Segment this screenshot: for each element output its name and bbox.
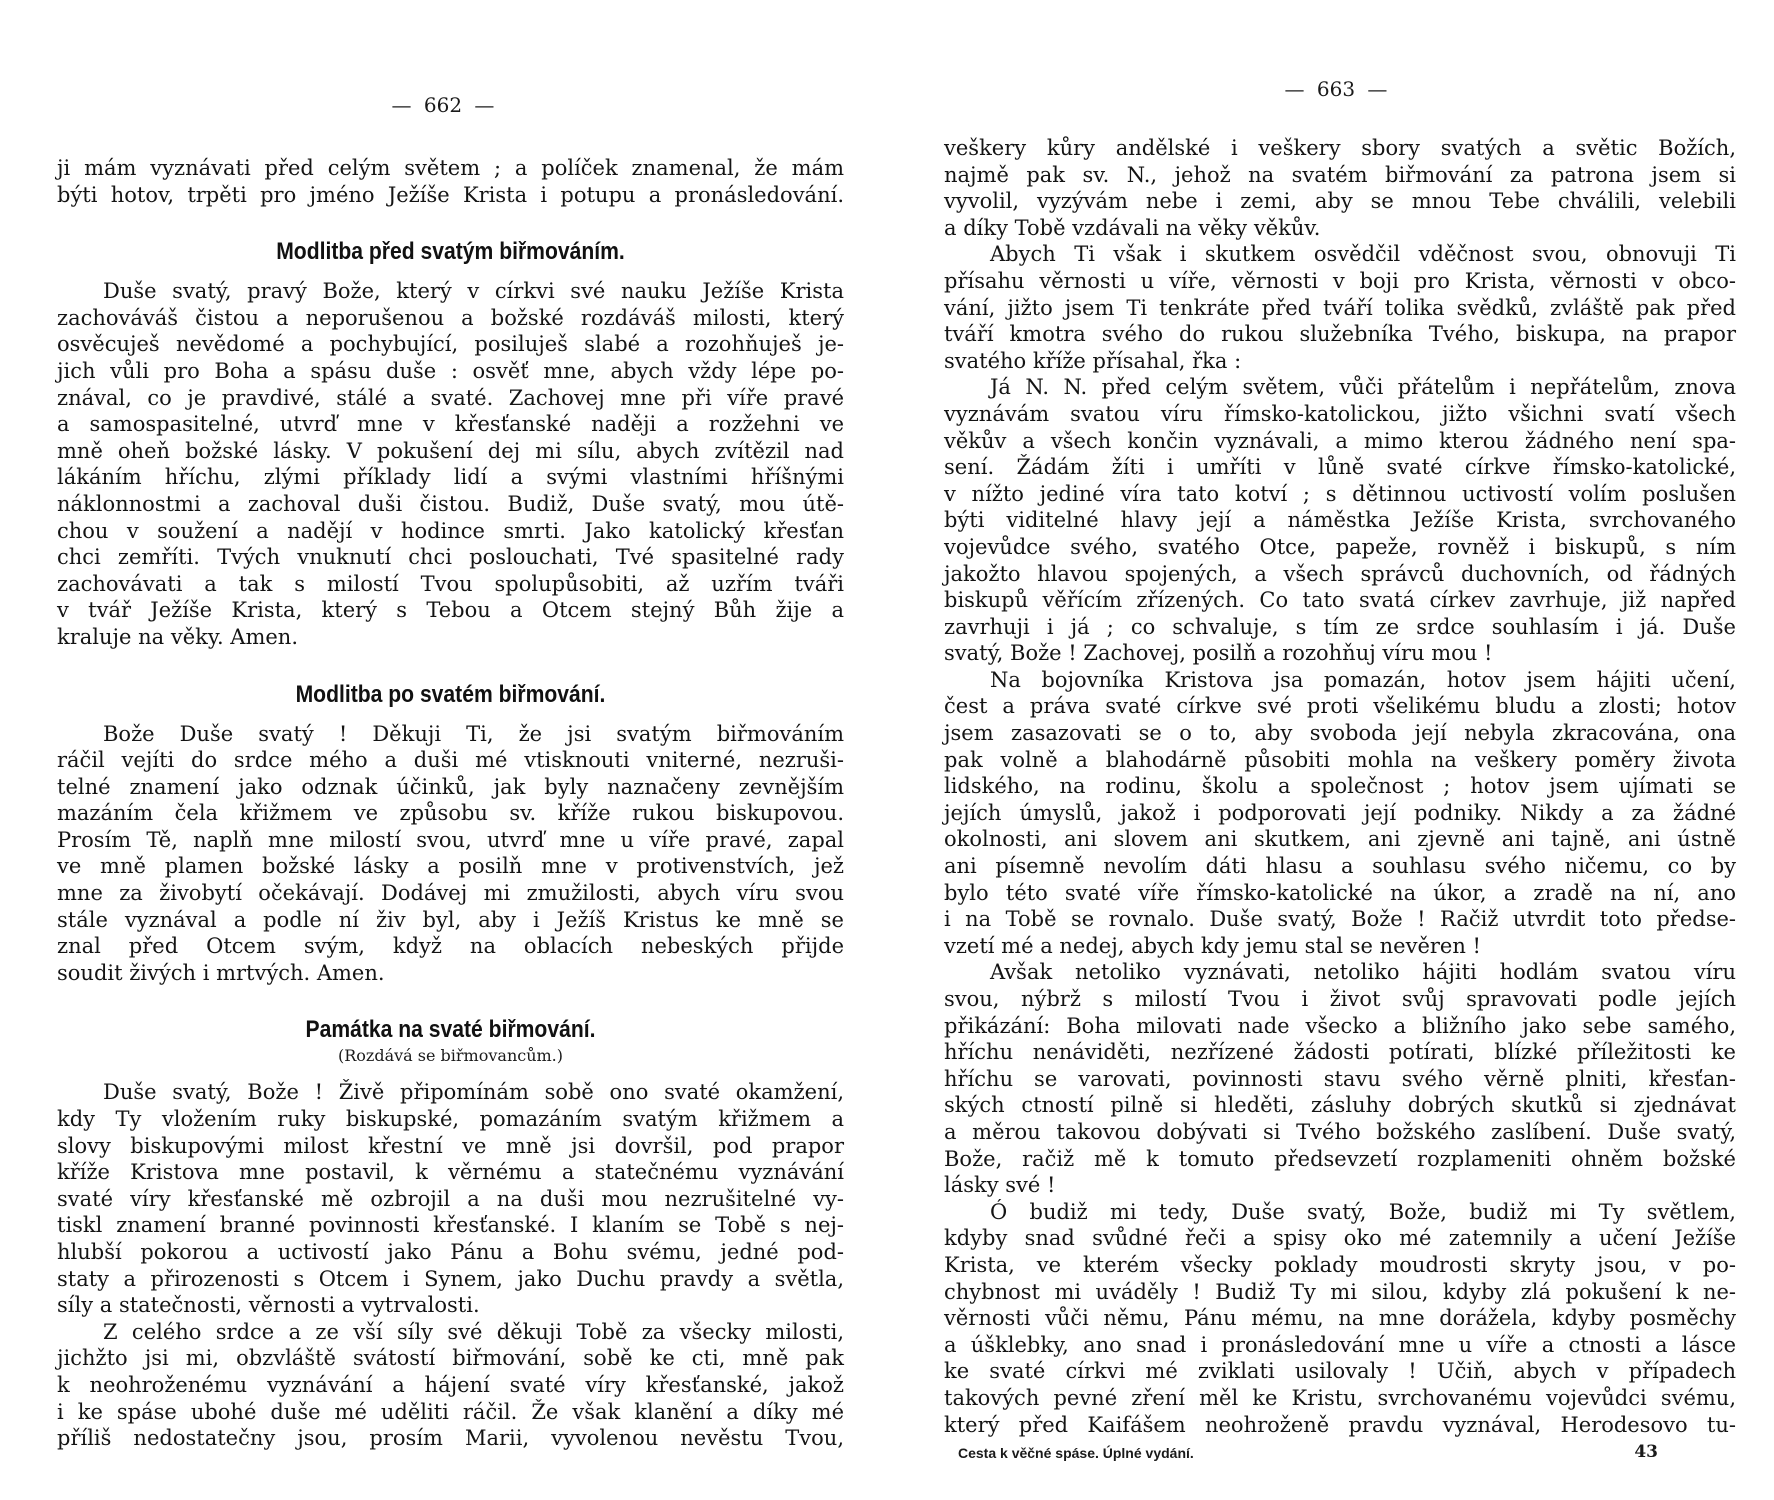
text-line: telné znamení jako odznak účinků, jak byly naznačeny zevnějším [57, 774, 844, 799]
text-line: staty a přirozenosti s Otcem i Synem, jako Duchu pravdy a světla, [57, 1266, 844, 1291]
paragraph [944, 959, 1736, 1198]
text-line: vyvolil, vyzývám nebe i zemi, aby se mnou Tebe chválili, velebili [944, 189, 1736, 214]
paragraph [944, 374, 1736, 667]
text-line: tváří kmotra svého do rukou služebníka Tvého, biskupa, na prapor [944, 322, 1736, 347]
text-line: kraluje na věky. Amen. [57, 624, 299, 649]
text-line: Krista, ve kterém všecky poklady moudrosti skryty jsou, v po- [944, 1252, 1736, 1277]
text-line: jichžto jsi mi, obzvláště svátostí biřmování, sobě ke cti, mně pak [57, 1346, 844, 1371]
text-line: přísahu věrnosti u víře, věrnosti v boji pro Krista, věrnosti v obco- [944, 268, 1736, 293]
footer-title: Cesta k věčné spáse. Úplné vydání. [958, 1445, 1194, 1461]
text-line: věrnosti vůči němu, Pánu mému, na mne dorážela, kdyby posměchy [944, 1306, 1736, 1331]
text-line: lidského, na rodinu, školu a společnost ; hotov jsem ujímati se [944, 774, 1736, 799]
paragraph [944, 667, 1736, 960]
text-line: kdy Ty vložením ruky biskupské, pomazáním svatým křižmem a [57, 1107, 844, 1132]
text-line: chci zemříti. Tvých vnuknutí chci poslouchati, Tvé spasitelné rady [57, 545, 844, 570]
text-line: kdyby snad svůdné řeči a spisy oko mé zatemnily a učení Ježíše [944, 1226, 1736, 1251]
text-line: Duše svatý, Bože ! Živě připomínám sobě ono svaté okamžení, [103, 1080, 844, 1105]
text-line: Bože Duše svatý ! Děkuji Ti, že jsi svatým biřmováním [103, 721, 844, 746]
text-line: vzetí mé a nedej, abych kdy jemu stal se nevěren ! [944, 933, 1481, 958]
text-line: zachováváš čistou a neporušenou a božské rozdáváš milosti, který [57, 305, 844, 330]
text-line: k neohroženému vyznávání a hájení svaté víry křesťanské, jakož [57, 1372, 844, 1397]
text-line: jich vůli pro Boha a spásu duše : osvěť mne, abych vždy lépe po- [57, 358, 844, 383]
text-line: náklonnostmi a zachoval duši čistou. Budiž, Duše svatý, mou útě- [57, 491, 844, 516]
section-subheading: (Rozdává se biřmovancům.) [337, 1046, 564, 1066]
text-line: ráčil vejíti do srdce mého a duši mé vtisknouti vniterné, nezruši- [57, 748, 844, 773]
text-line: vojevůdce svého, svatého Otce, papeže, rovněž i biskupů, s ním [944, 534, 1736, 559]
text-column [57, 155, 844, 1452]
text-line: ských ctností pilně si hleděti, zásluhy dobrých skutků si zjednávat [944, 1093, 1736, 1118]
text-line: zachovávati a tak s milostí Tvou spolupůsobiti, až uzřím tváři [57, 571, 844, 596]
text-line: Avšak netoliko vyznávati, netoliko hájiti hodlám svatou víru [990, 960, 1736, 985]
text-line: ve mně plamen božské lásky a posilň mne v protivenstvích, jež [57, 854, 844, 879]
text-line: ji mám vyznávati před celým světem ; a políček znamenal, že mám [57, 156, 844, 180]
text-line: býti viditelné hlavy její a náměstka Ježíše Krista, svrchovaného [944, 508, 1736, 533]
text-line: Ó budiž mi tedy, Duše svatý, Bože, budiž mi Ty světlem, [990, 1199, 1736, 1224]
text-line: vyznávám svatou víru římsko-katolickou, jižto všichni svatí všech [944, 401, 1736, 426]
text-line: v nížto jediné víra tato kotví ; s dětinnou uctivostí volím poslušen [944, 481, 1736, 506]
text-line: svaté víry křesťanské mě ozbrojil a na duši mou nezrušitelné vy- [57, 1186, 844, 1211]
text-line: biskupů věřícím zřízených. Co tato svatá církev zavrhuje, již napřed [944, 588, 1736, 613]
text-column [944, 135, 1736, 1438]
text-line: Abych Ti však i skutkem osvědčil vděčnost svou, obnovuji Ti [990, 242, 1736, 267]
text-line: jejích úmyslů, jakož i podporovati její podniky. Nikdy a za žádné [944, 800, 1736, 825]
text-line: ani písemně nevolím dáti hlasu a souhlasu svého ničemu, co by [944, 854, 1736, 879]
text-line: Prosím Tě, naplň mne milostí svou, utvrď mne u víře pravé, zapal [57, 827, 844, 852]
text-line: slovy biskupovými milost křestní ve mně jsi dovršil, pod prapor [57, 1133, 844, 1158]
text-line: jakožto hlavou spojených, a všech správců duchovních, od řádných [944, 561, 1736, 586]
text-line: svatý, Bože ! Zachovej, posilň a rozohňuj víru mou ! [944, 641, 1493, 666]
text-line: kříže Kristova mne postavil, k věrnému a statečnému vyznávání [57, 1160, 844, 1185]
text-line: znal před Otcem svým, když na oblacích nebeských přijde [57, 934, 844, 959]
text-line: i na Tobě se rovnalo. Duše svatý, Bože ! Račiž utvrdit toto předse- [944, 907, 1736, 932]
text-line: mně oheň božské lásky. V pokušení dej mi sílu, abych zvítězil nad [57, 438, 844, 463]
text-line: chou v soužení a nadějí v hodince smrti. Jako katolický křesťan [57, 518, 844, 543]
page-number: — 662 — [391, 93, 495, 117]
text-line: hlubší pokorou a uctivostí jako Pánu a Bohu svému, jedné pod- [57, 1240, 844, 1264]
text-line: mazáním čela křižmem ve způsobu sv. kříže rukou biskupovou. [57, 801, 844, 826]
text-line: a samospasitelné, utvrď mne v křesťanské naději a rozžehni ve [57, 412, 844, 437]
text-line: vání, jižto jsem Ti tenkráte před tváří tolika svědků, zvláště pak před [944, 295, 1736, 320]
text-line: Já N. N. před celým světem, vůči přátelům i nepřátelům, znova [990, 375, 1736, 400]
continued-paragraph [57, 155, 844, 208]
text-line: stále vyznával a podle ní živ byl, aby i Ježíš Kristus ke mně se [57, 907, 844, 932]
text-line: v tvář Ježíše Krista, který s Tebou a Otcem stejný Bůh žije a [57, 598, 844, 623]
page-number: — 663 — [1284, 77, 1388, 101]
text-line: mne za živobytí očekávají. Dodávej mi zmužilosti, abych víru svou [57, 881, 844, 906]
text-line: i ke spáse ubohé duše mé uděliti ráčil. Že však klanění a díky mé [57, 1399, 844, 1424]
text-line: sení. Žádám žíti i umříti v lůně svaté církve římsko-katolické, [944, 455, 1736, 480]
text-line: věkův a všech končin vyznávali, a mimo kterou žádného není spa- [944, 428, 1736, 453]
paragraph [944, 241, 1736, 374]
text-line: lákáním hříchu, zlými příklady lidí a svými vlastními hříšnými [57, 465, 844, 490]
text-line: znával, co je pravdivé, stálé a svaté. Zachovej mne při víře pravé [57, 385, 844, 410]
text-line: takových pevné zření měl ke Kristu, svrchovanému vojevůdci svému, [944, 1385, 1736, 1410]
text-line: ke svaté církvi mé zviklati usilovaly ! Učiň, abych v případech [944, 1359, 1736, 1384]
paragraph [57, 1319, 844, 1452]
text-line: zavrhuji i já ; co schvaluje, s tím ze srdce souhlasím i já. Duše [944, 614, 1736, 639]
continued-paragraph [944, 135, 1736, 241]
paragraph [57, 278, 844, 650]
text-line: a měrou takovou dobývati si Tvého božského zaslíbení. Duše svatý, [944, 1119, 1736, 1144]
text-line: bylo této svaté víře římsko-katolické na úkor, a zradě na ní, ano [944, 880, 1736, 905]
paragraph [57, 1079, 844, 1318]
section-heading: Modlitba před svatým biřmováním. [276, 238, 625, 266]
text-line: síly a statečnosti, věrnosti a vytrvalosti. [57, 1293, 480, 1318]
text-line: osvěcuješ nevědomé a pochybující, posiluješ slabé a rozohňuješ je- [57, 332, 844, 357]
text-line: který před Kaifášem neohroženě pravdu vyznával, Herodesovo tu- [944, 1412, 1736, 1437]
text-line: soudit živých i mrtvých. Amen. [57, 960, 385, 985]
text-line: jsem zasazovati se o to, aby svoboda její nebyla zkracována, ona [944, 721, 1736, 746]
text-line: tiskl znamení branné povinnosti křesťanské. I klaním se Tobě s nej- [57, 1213, 844, 1238]
text-line: svatého kříže přísahal, řka : [944, 348, 1242, 373]
section-heading: Památka na svaté biřmování. [305, 1016, 596, 1044]
text-line: býti hotov, trpěti pro jméno Ježíše Krista i potupu a pronásledování. [57, 182, 844, 207]
text-line: svou, nýbrž s milostí Tvou i život svůj spravovati podle jejích [944, 987, 1736, 1011]
text-line: příliš nedostatečny jsou, prosím Marii, vyvolenou nevěstu Tvou, [57, 1426, 844, 1451]
text-line: čest a práva svaté církve své proti všelikému bludu a zlosti; hotov [944, 694, 1736, 719]
text-line: lásky své ! [944, 1173, 1056, 1198]
text-line: Bože, račiž mě k tomuto předsevzetí rozplameniti ohněm božské [944, 1146, 1736, 1171]
text-line: chybnost mi uváděly ! Budiž Ty mi silou, kdyby zlá pokušení k ne- [944, 1279, 1736, 1304]
signature-mark: 43 [1634, 1442, 1658, 1462]
paragraph [57, 721, 844, 987]
text-line: pak volně a blahodárně působiti mohla na veškery poměry života [944, 747, 1736, 772]
text-line: a úšklebky, ano snad i pronásledování mne u víře a ctnosti a lásce [944, 1332, 1736, 1357]
text-line: okolnosti, ani slovem ani skutkem, ani zjevně ani tajně, ani ústně [944, 827, 1736, 852]
text-line: najmě pak sv. N., jehož na svatém biřmování za patrona jsem si [944, 162, 1736, 187]
text-line: Z celého srdce a ze vší síly své děkuji Tobě za všecky milosti, [103, 1319, 844, 1344]
text-line: hříchu se varovati, povinnosti stavu svého věrně plniti, křesťan- [944, 1066, 1736, 1091]
text-line: Na bojovníka Kristova jsa pomazán, hotov jsem hájiti učení, [990, 667, 1736, 692]
text-line: přikázání: Boha milovati nade všecko a bližního jako sebe samého, [944, 1013, 1736, 1038]
paragraph [944, 1199, 1736, 1438]
text-line: hříchu nenáviděti, nezřízené žádosti potírati, blízké příležitosti ke [944, 1040, 1736, 1065]
text-line: a díky Tobě vzdávali na věky věkův. [944, 215, 1321, 240]
section-heading: Modlitba po svatém biřmování. [295, 680, 606, 708]
text-line: veškery kůry andělské i veškery sbory svatých a světic Božích, [944, 136, 1736, 160]
text-line: Duše svatý, pravý Bože, který v církvi své nauku Ježíše Krista [103, 279, 844, 304]
